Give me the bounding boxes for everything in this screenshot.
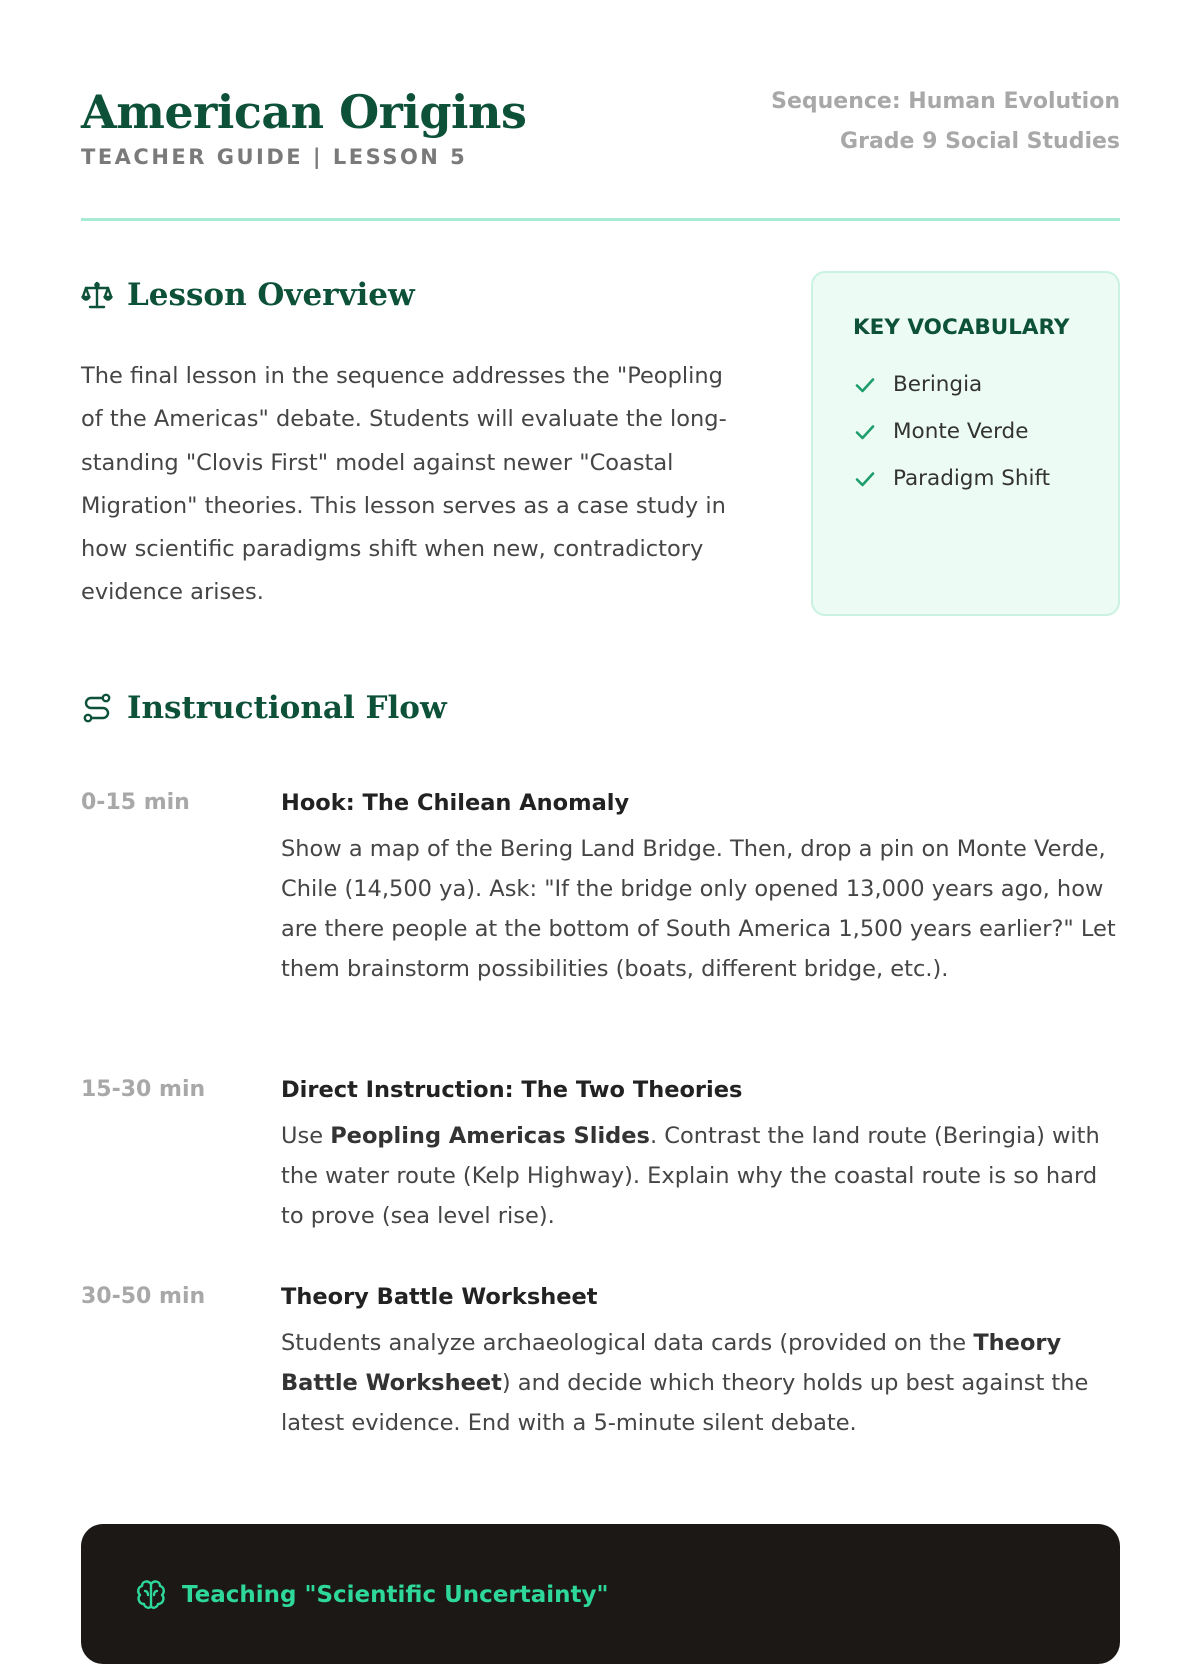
- worksheet-resource-name: Theory Battle Worksheet: [281, 1330, 1062, 1396]
- flow-step-body: [281, 783, 1121, 989]
- lesson-meta: [771, 82, 1120, 162]
- page-title: American Origins: [81, 85, 527, 139]
- checkmark-icon: [853, 373, 877, 397]
- vocabulary-item: [853, 361, 1118, 408]
- flow-step-title: Direct Instruction: The Two Theories: [281, 1077, 743, 1103]
- flow-heading: [81, 684, 447, 732]
- vocabulary-card: [811, 271, 1120, 616]
- flow-step-time: 15-30 min: [81, 1077, 206, 1102]
- flow-title: Instructional Flow: [127, 690, 447, 726]
- vocabulary-title: KEY VOCABULARY: [853, 315, 1070, 340]
- flow-step-description: [281, 1116, 1121, 1236]
- vocabulary-term: Monte Verde: [893, 419, 1029, 444]
- flow-step-time: 0-15 min: [81, 790, 190, 815]
- description-text: Students analyze archaeological data cards (provided on the: [281, 1330, 974, 1356]
- vocabulary-term: Beringia: [893, 372, 983, 397]
- grade-label: Grade 9 Social Studies: [840, 129, 1120, 154]
- slides-resource-name: Peopling Americas Slides: [330, 1123, 650, 1149]
- balance-scale-icon: [81, 279, 113, 311]
- lesson-page: [81, 0, 1120, 1608]
- flow-step-time: 30-50 min: [81, 1284, 206, 1309]
- overview-heading: [81, 271, 415, 319]
- flow-step-title: Theory Battle Worksheet: [281, 1284, 598, 1310]
- flow-step-description: [281, 1323, 1121, 1443]
- description-text: ) and decide which theory holds up best against the latest evidence. End with a 5-minute silent debate.: [281, 1370, 1089, 1436]
- vocabulary-item: [853, 455, 1118, 502]
- vocabulary-term: Paradigm Shift: [893, 466, 1051, 491]
- flow-step-description: Show a map of the Bering Land Bridge. Then, drop a pin on Monte Verde, Chile (14,500 ya). Ask: "If the bridge only opened 13,000 years ago, how are there people at the bottom of South America 1,500 years earlier?" Let them brainstorm possibilities (boats, different bridge, etc.).: [281, 836, 1116, 982]
- sequence-label: Sequence: Human Evolution: [771, 89, 1120, 114]
- teaching-tip-banner: [81, 1524, 1120, 1664]
- flow-step-title: Hook: The Chilean Anomaly: [281, 790, 630, 816]
- page-subtitle: TEACHER GUIDE | LESSON 5: [81, 145, 468, 169]
- route-icon: [81, 692, 113, 724]
- page-header: [81, 80, 1120, 221]
- flow-step-body: [281, 1070, 1121, 1236]
- overview-title: Lesson Overview: [127, 277, 415, 313]
- description-text: Use: [281, 1123, 331, 1149]
- brain-icon: [134, 1578, 168, 1612]
- flow-step-body: [281, 1277, 1121, 1443]
- vocabulary-item: [853, 408, 1118, 455]
- banner-heading: [134, 1575, 608, 1615]
- description-text: . Contrast the land route (Beringia) with the water route (Kelp Highway). Explain why the coastal route is so hard to prove (sea level rise).: [281, 1123, 1100, 1229]
- vocabulary-list: [853, 361, 1118, 502]
- checkmark-icon: [853, 467, 877, 491]
- checkmark-icon: [853, 420, 877, 444]
- banner-title: Teaching "Scientific Uncertainty": [182, 1582, 609, 1608]
- overview-text: The final lesson in the sequence addresses the "Peopling of the Americas" debate. Students will evaluate the long-standing "Clovis First" model against newer "Coastal Migration" theories. This lesson serves as a case study in how scientific paradigms shift when new, contradictory evidence arises.: [81, 363, 727, 606]
